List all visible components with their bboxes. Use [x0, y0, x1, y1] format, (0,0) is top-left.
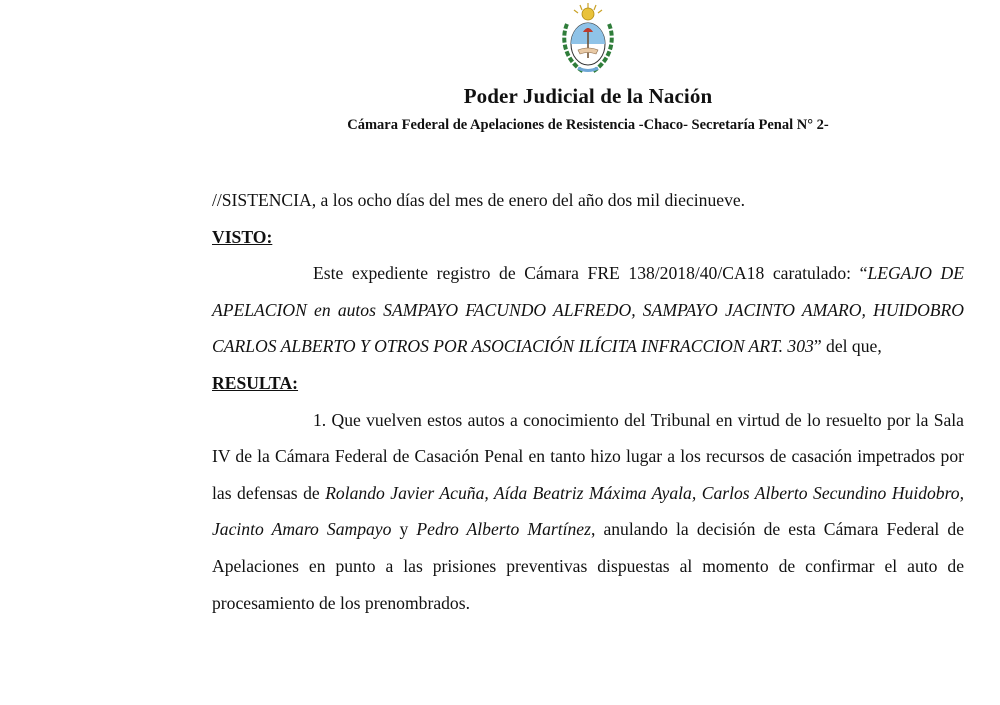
visto-heading: VISTO: — [212, 226, 273, 247]
visto-tail: ” del que, — [813, 336, 882, 357]
defendant-last-name: Pedro Alberto Martínez — [416, 519, 591, 540]
resulta-heading: RESULTA: — [212, 372, 299, 393]
institution-title: Poder Judicial de la Nación — [463, 84, 713, 108]
opening-line: //SISTENCIA, a los ocho días del mes de enero del año dos mil diecinueve. — [212, 190, 746, 210]
visto-paragraph — [212, 255, 964, 365]
visto-text: Este expediente registro de Cámara FRE 138/2018/40/CA18 caratulado: — [313, 263, 860, 284]
resulta-paragraph — [212, 402, 964, 622]
coat-of-arms-icon — [558, 2, 618, 76]
defendant-names: Rolando Javier Acuña, Aída Beatriz Máxima Ayala, Carlos Alberto Secundino Huidobro, Jacinto Amaro Sampayo — [212, 482, 964, 540]
resulta-text-a: 1. Que vuelven estos autos a conocimiento del Tribunal en virtud de lo resuelto por la Sala IV de la Cámara Federal de Casación Penal en tanto hizo lugar a los recursos de casación impetrados por las defensas de — [212, 409, 964, 503]
resulta-text-b: , anulando la decisión de esta Cámara Federal de Apelaciones en punto a las prisiones preventivas dispuestas al momento de confirmar el auto de procesamiento de los prenombrados. — [212, 519, 964, 613]
quote-open: “ — [859, 263, 868, 284]
institution-subtitle: Cámara Federal de Apelaciones de Resistencia -Chaco- Secretaría Penal N° 2- — [347, 117, 829, 133]
resulta-and: y — [391, 519, 417, 540]
case-title: LEGAJO DE APELACION en autos SAMPAYO FACUNDO ALFREDO, SAMPAYO JACINTO AMARO, HUIDOBRO CARLOS ALBERTO Y OTROS POR ASOCIACIÓN ILÍCITA INFRACCION ART. 303 — [212, 263, 964, 357]
document-body — [212, 182, 964, 621]
